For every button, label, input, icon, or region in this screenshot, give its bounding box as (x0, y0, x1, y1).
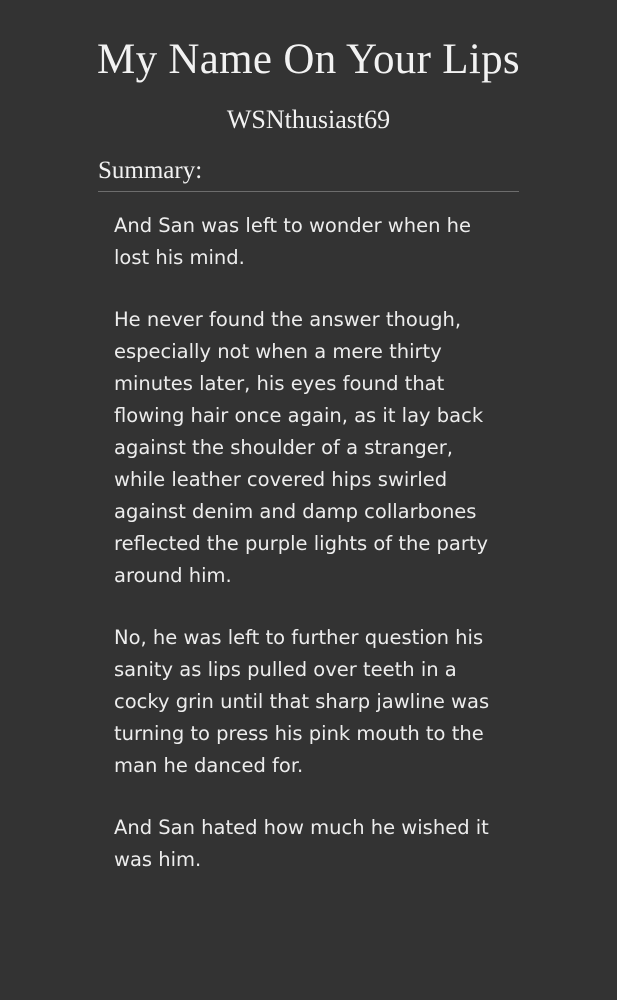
summary-paragraph: No, he was left to further question his sanity as lips pulled over teeth in a cocky grin until that sharp jawline was turning to press his pink mouth to the man he danced for. (114, 626, 490, 778)
author-byline[interactable]: WSNthusiast69 (226, 105, 391, 135)
summary-heading: Summary: (98, 157, 519, 192)
summary-section (0, 157, 617, 876)
summary-paragraph: He never found the answer though, especially not when a mere thirty minutes later, his eyes found that flowing hair once again, as it lay back against the shoulder of a stranger, while leather covered hips swirled against denim and damp collarbones reflected the purple lights of the party around him. (114, 308, 489, 588)
page-title: My Name On Your Lips (97, 36, 520, 83)
summary-paragraph: And San hated how much he wished it was him. (114, 816, 489, 872)
summary-body (100, 210, 517, 876)
summary-paragraph: And San was left to wonder when he lost his mind. (114, 214, 472, 270)
